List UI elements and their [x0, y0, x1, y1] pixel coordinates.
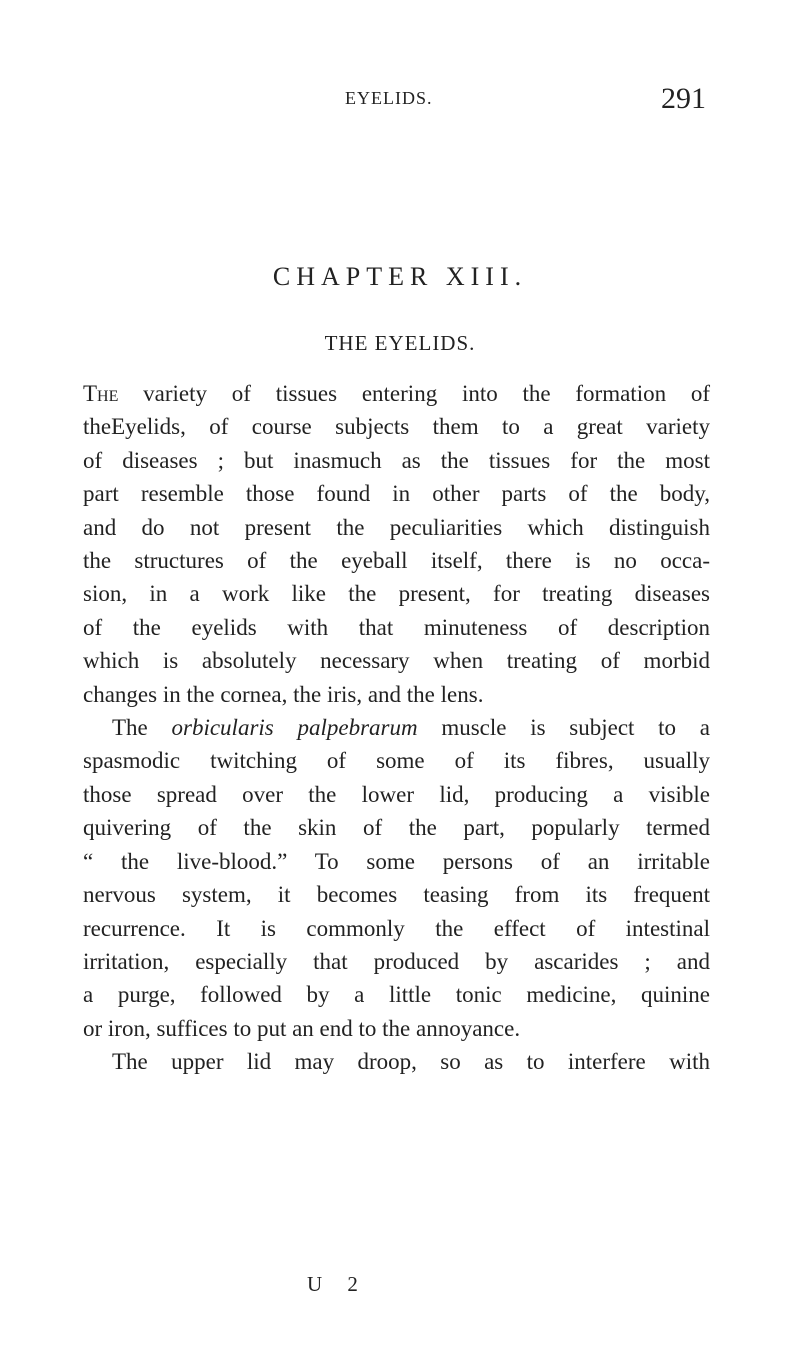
text-line: or iron, suffices to put an end to the annoyance.: [83, 1015, 521, 1041]
text-line: spasmodic twitching of some of its fibres, usually: [83, 748, 710, 774]
text-fragment: variety of tissues entering into the formation of: [143, 381, 711, 406]
chapter-number: CHAPTER XIII.: [272, 262, 528, 291]
text-line: which is absolutely necessary when treating of morbid: [83, 648, 710, 674]
text-line: theEyelids, of course subjects them to a great variety: [83, 414, 710, 440]
text-line: recurrence. It is commonly the effect of intestinal: [83, 915, 710, 941]
body-text: [83, 377, 710, 1079]
text-line: irritation, especially that produced by ascarides ; and: [83, 948, 710, 974]
signature-mark: U 2: [307, 1272, 368, 1296]
text-line: and do not present the peculiarities which distinguish: [83, 514, 710, 540]
text-line: of the eyelids with that minuteness of description: [83, 614, 710, 640]
text-fragment: The: [112, 715, 148, 741]
text-line: part resemble those found in other parts of the body,: [83, 481, 710, 507]
text-line: of diseases ; but inasmuch as the tissues for the most: [83, 447, 710, 473]
text-line: a purge, followed by a little tonic medicine, quinine: [83, 982, 710, 1008]
page-number: 291: [661, 82, 706, 115]
text-line: those spread over the lower lid, producing a visible: [83, 781, 710, 807]
text-line: [83, 711, 710, 744]
running-head: [0, 82, 800, 118]
text-fragment: muscle is subject to a: [441, 715, 710, 741]
drop-word: The: [83, 381, 119, 406]
chapter-title: THE EYELIDS.: [324, 331, 476, 355]
text-line: The upper lid may droop, so as to interfere with: [112, 1049, 710, 1075]
running-title: EYELIDS.: [345, 88, 433, 108]
text-line: the structures of the eyeball itself, there is no occa-: [83, 548, 710, 574]
italic-term: orbicularis palpebrarum: [171, 715, 418, 741]
text-line: nervous system, it becomes teasing from its frequent: [83, 882, 710, 908]
text-line: quivering of the skin of the part, popularly termed: [83, 815, 710, 841]
text-line: “ the live-blood.” To some persons of an irritable: [83, 848, 710, 874]
text-line: sion, in a work like the present, for treating diseases: [83, 581, 710, 607]
text-line: changes in the cornea, the iris, and the lens.: [83, 681, 484, 707]
text-line: [83, 377, 710, 410]
